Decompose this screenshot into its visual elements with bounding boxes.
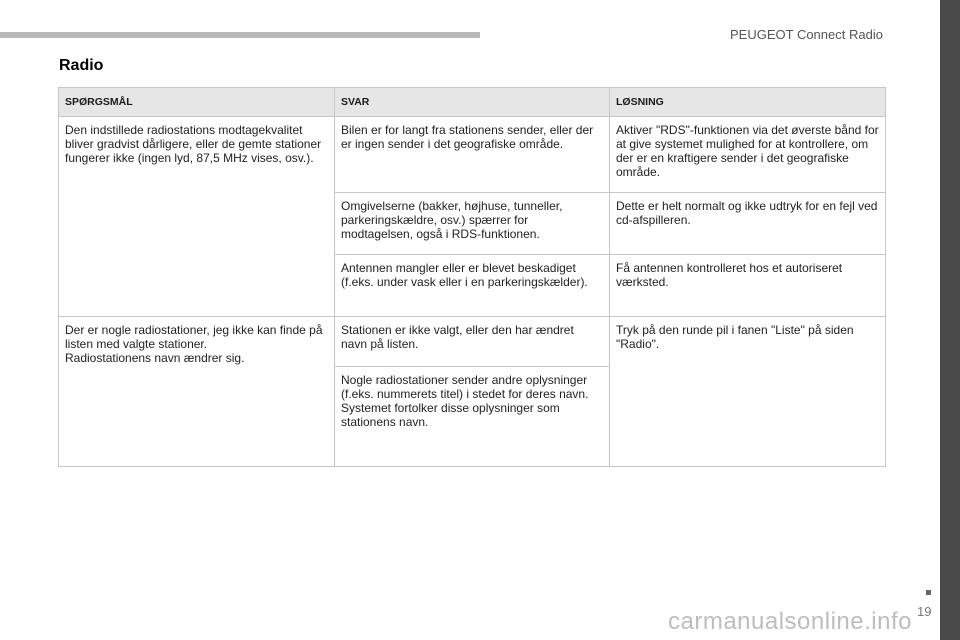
solution-cell: Få antennen kontrolleret hos et autoriseret værksted. [610,255,886,317]
page-number: 19 [917,604,932,619]
solution-cell: Aktiver "RDS"-funktionen via det øverste bånd for at give systemet mulighed for at kontrollere, om der er en kraftigere sender i det geografiske område. [610,117,886,193]
table-row [59,117,886,193]
question-cell: Den indstillede radiostations modtagekvalitet bliver gradvist dårligere, eller de gemte stationer fungerer ikke (ingen lyd, 87,5 MHz vises, osv.). [59,117,335,317]
question-cell: Der er nogle radiostationer, jeg ikke kan finde på listen med valgte stationer. Radiostationens navn ændrer sig. [59,317,335,467]
answer-cell: Bilen er for langt fra stationens sender, eller der er ingen sender i det geografiske område. [335,117,610,193]
section-title: Radio [59,57,104,74]
faq-table [58,87,886,467]
solution-cell: Tryk på den runde pil i fanen "Liste" på siden "Radio". [610,317,886,467]
header-rule [0,32,480,38]
answer-cell: Omgivelserne (bakker, højhuse, tunneller, parkeringskældre, osv.) spærrer for modtagelsen, også i RDS-funktionen. [335,193,610,255]
watermark: carmanualsonline.info [668,608,912,635]
solution-cell: Dette er helt normalt og ikke udtryk for en fejl ved cd-afspilleren. [610,193,886,255]
header-question: SPØRGSMÅL [59,88,335,117]
header-answer: SVAR [335,88,610,117]
answer-cell: Stationen er ikke valgt, eller den har ændret navn på listen. [335,317,610,367]
side-strip [940,0,960,640]
table-row [59,317,886,367]
table-header-row [59,88,886,117]
answer-cell: Antennen mangler eller er blevet beskadiget (f.eks. under vask eller i en parkeringskælder). [335,255,610,317]
running-title: PEUGEOT Connect Radio [730,27,883,42]
bullet-icon [926,590,931,595]
header-solution: LØSNING [610,88,886,117]
answer-cell: Nogle radiostationer sender andre oplysninger (f.eks. nummerets titel) i stedet for deres navn. Systemet fortolker disse oplysninger som stationens navn. [335,367,610,467]
